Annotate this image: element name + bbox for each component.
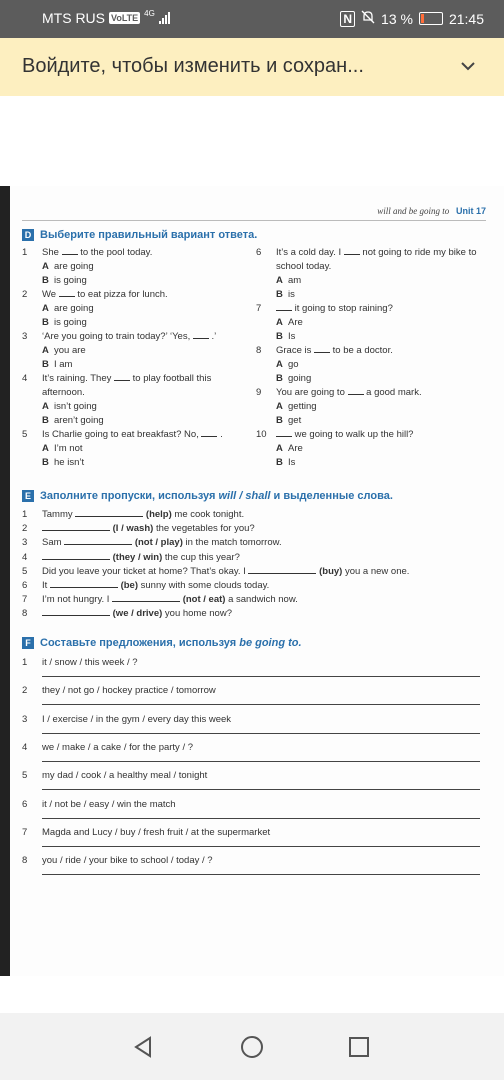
answer-line[interactable] [42, 818, 480, 819]
option-a[interactable]: A Are [276, 443, 303, 454]
item-prompt-words: (I / wash) [112, 523, 154, 535]
option-b[interactable]: B he isn’t [42, 457, 85, 468]
answer-blank[interactable] [42, 551, 110, 560]
question-text [276, 344, 393, 358]
question-number: 10 [256, 429, 267, 440]
item-number: 1 [22, 509, 28, 520]
item-text-end: the cup this year? [164, 551, 240, 563]
sentence-prompt-text: it / not be / easy / win the match [42, 798, 176, 810]
option-b[interactable]: B Is [276, 331, 296, 342]
item-body [42, 607, 232, 621]
answer-gap [344, 246, 360, 255]
answer-blank[interactable] [248, 565, 316, 574]
option-a[interactable]: A you are [42, 345, 86, 356]
question-text [276, 428, 413, 442]
question-text [42, 428, 223, 442]
item-text-start: Tammy [42, 509, 73, 520]
question-text-start: It’s a cold day. I [276, 247, 342, 258]
option-b-text: aren’t going [54, 415, 104, 426]
option-a-text: getting [288, 401, 317, 412]
answer-line[interactable] [42, 676, 480, 677]
item-number: 5 [22, 565, 28, 577]
question-text-end: . [220, 429, 223, 440]
question-text-end: to be a doctor. [332, 345, 393, 356]
answer-line[interactable] [42, 733, 480, 734]
answer-gap [314, 344, 330, 353]
question-body [42, 288, 168, 330]
answer-line[interactable] [42, 761, 480, 762]
answer-gap [62, 246, 78, 255]
item-text-start: Did you leave your ticket at home? That’s okay. I [42, 565, 246, 577]
item-number: 3 [22, 537, 28, 549]
sentence-prompt-text: my dad / cook / a healthy meal / tonight [42, 770, 208, 782]
question-text [42, 246, 152, 260]
item-prompt-words: (be) [120, 580, 138, 591]
question-number: 5 [22, 429, 28, 440]
section-d-title [22, 229, 257, 241]
worksheet-scan [0, 186, 504, 976]
question-number: 3 [22, 331, 28, 342]
question-number: 7 [256, 303, 262, 314]
option-b[interactable]: B Is [276, 457, 296, 468]
item-body [42, 593, 298, 607]
answer-gap [193, 330, 209, 339]
header-topic: will and be going to [377, 206, 450, 216]
answer-gap [201, 428, 217, 437]
question-body [276, 246, 477, 302]
section-d-heading: Выберите правильный вариант ответа. [40, 229, 258, 241]
question-text [276, 386, 422, 400]
question-text-start: Grace is [276, 345, 312, 356]
section-e-heading-a: Заполните пропуски, используя [40, 490, 219, 502]
option-a-text: Are [288, 317, 303, 328]
item-number: 2 [22, 685, 28, 697]
header-rule [22, 220, 486, 221]
question-body [42, 372, 211, 428]
item-number: 2 [22, 523, 28, 535]
answer-blank[interactable] [64, 536, 132, 545]
answer-line[interactable] [42, 874, 480, 875]
sentence-prompt [42, 684, 216, 698]
item-body [42, 565, 409, 579]
sentence-prompt-text: I / exercise / in the gym / every day this week [42, 713, 232, 725]
question-number: 2 [22, 289, 28, 300]
option-b[interactable]: B is [276, 289, 295, 300]
question-text-end: not going to ride my bike to [362, 247, 477, 258]
sign-in-banner[interactable] [0, 38, 504, 96]
answer-blank[interactable] [75, 508, 143, 517]
sentence-prompt [42, 854, 213, 868]
item-number: 8 [22, 855, 28, 867]
item-number: 4 [22, 551, 28, 563]
item-number: 3 [22, 713, 28, 725]
battery-icon [419, 12, 443, 25]
item-body [42, 522, 255, 536]
option-b[interactable]: B going [276, 373, 312, 384]
nfc-icon: N [340, 11, 355, 27]
option-a-text: Are [288, 443, 303, 454]
document-page [0, 96, 504, 1013]
item-number: 4 [22, 741, 28, 753]
option-a-text: go [288, 359, 299, 370]
network-type: 4G [144, 8, 155, 18]
sentence-prompt-text: it / snow / this week / ? [42, 657, 138, 668]
sentence-prompt [42, 826, 270, 840]
question-number: 4 [22, 373, 28, 384]
answer-gap [59, 288, 75, 297]
sentence-prompt [42, 769, 207, 783]
section-e-letter: E [22, 490, 34, 502]
answer-line[interactable] [42, 704, 480, 705]
sentence-prompt [42, 798, 176, 812]
item-prompt-words: (help) [145, 509, 172, 520]
answer-gap [276, 428, 292, 437]
option-a-text: are going [54, 261, 94, 272]
item-number: 8 [22, 608, 28, 620]
question-body [276, 344, 393, 386]
chevron-down-icon[interactable] [460, 58, 476, 76]
question-text-end: it going to stop raining? [294, 303, 393, 314]
question-body [42, 330, 216, 372]
question-text-start: You are going to [276, 387, 345, 398]
item-prompt-words: (they / win) [112, 551, 163, 563]
option-a-text: you are [54, 345, 86, 356]
item-number: 7 [22, 826, 28, 838]
item-number: 6 [22, 798, 28, 810]
answer-gap [348, 386, 364, 395]
recents-square-icon[interactable] [347, 1035, 371, 1059]
section-f-letter: F [22, 637, 34, 649]
option-a[interactable]: A are going [42, 261, 94, 272]
answer-blank[interactable] [42, 522, 110, 531]
item-prompt-words: (not / play) [134, 537, 183, 549]
navigation-bar [0, 1013, 504, 1080]
question-text-start: Is Charlie going to eat breakfast? No, [42, 429, 199, 440]
section-e-heading-b: will / shall [218, 490, 271, 502]
option-b-text: he isn’t [54, 457, 85, 468]
question-text [276, 246, 477, 260]
option-b-text: is going [54, 317, 87, 328]
unit-header [377, 206, 486, 216]
question-body [276, 386, 422, 428]
question-body [276, 302, 393, 344]
item-text-end: in the match tomorrow. [185, 537, 282, 549]
option-a-text: am [288, 275, 302, 286]
battery-percent: 13 % [381, 10, 413, 27]
item-prompt-words: (not / eat) [182, 594, 226, 606]
item-prompt-words: (we / drive) [112, 608, 163, 620]
banner-text: Войдите, чтобы изменить и сохран... [22, 55, 364, 77]
item-number: 5 [22, 770, 28, 782]
section-e-title [22, 490, 393, 502]
question-text-start: She [42, 247, 59, 258]
signal-icon [159, 12, 170, 24]
sentence-prompt-text: they / not go / hockey practice / tomorrow [42, 685, 216, 697]
question-number: 6 [256, 247, 262, 258]
question-text-end: to eat pizza for lunch. [77, 289, 168, 300]
item-text-end: you a new one. [344, 565, 410, 577]
volte-badge: VoLTE [111, 13, 139, 23]
section-f-heading-a: Составьте предложения, используя [40, 637, 240, 649]
status-bar [0, 0, 504, 38]
answer-gap [276, 302, 292, 311]
item-text-start: I’m not hungry. I [42, 594, 110, 606]
item-text-start: Sam [42, 537, 62, 549]
item-body [42, 579, 269, 593]
option-a[interactable]: A isn’t going [42, 401, 97, 412]
sentence-prompt-text: we / make / a cake / for the party / ? [42, 741, 194, 753]
question-text-start: ‘Are you going to train today?’ ‘Yes, [42, 331, 191, 342]
clock: 21:45 [448, 10, 484, 27]
option-b-text: Is [288, 331, 296, 342]
item-text-end: sunny with some clouds today. [140, 580, 270, 591]
question-text-end: .’ [211, 331, 217, 342]
option-a[interactable]: A I’m not [42, 443, 83, 454]
option-a-text: are going [54, 303, 94, 314]
option-b-text: get [288, 415, 302, 426]
sentence-prompt [42, 656, 138, 670]
option-b-text: is going [54, 275, 87, 286]
item-prompt-words: (buy) [319, 565, 343, 577]
question-body [42, 428, 223, 470]
option-b-text: Is [288, 457, 296, 468]
option-b[interactable]: B I am [42, 359, 73, 370]
option-b-text: is [288, 289, 295, 300]
scan-edge [0, 186, 10, 976]
question-body [42, 246, 152, 288]
home-circle-icon[interactable] [240, 1035, 264, 1059]
question-text-continued: school today. [276, 261, 332, 272]
item-number: 7 [22, 594, 28, 606]
question-text [276, 302, 393, 316]
option-a[interactable]: A getting [276, 401, 317, 412]
option-b[interactable]: B aren’t going [42, 415, 104, 426]
mute-bell-icon [361, 10, 375, 27]
item-text-end: the vegetables for you? [155, 523, 255, 535]
option-b-text: I am [54, 359, 73, 370]
option-a-text: I’m not [54, 443, 83, 454]
option-b[interactable]: B is going [42, 317, 87, 328]
sentence-prompt [42, 713, 231, 727]
question-number: 9 [256, 387, 262, 398]
answer-line[interactable] [42, 846, 480, 847]
question-text-end: we going to walk up the hill? [294, 429, 414, 440]
option-b-text: going [288, 373, 312, 384]
question-text-end: to the pool today. [80, 247, 153, 258]
question-text [42, 288, 168, 302]
item-number: 6 [22, 580, 28, 591]
question-text-start: We [42, 289, 57, 300]
item-body [42, 536, 282, 550]
question-text-end: to play football this [132, 373, 212, 384]
item-text-end: a sandwich now. [228, 594, 298, 606]
question-body [276, 428, 413, 470]
option-a[interactable]: A are going [42, 303, 94, 314]
answer-blank[interactable] [50, 579, 118, 588]
item-body [42, 508, 244, 522]
sentence-prompt [42, 741, 193, 755]
section-f-heading-b: be going to. [239, 637, 302, 649]
option-b[interactable]: B is going [42, 275, 87, 286]
question-number: 8 [256, 345, 262, 356]
option-a[interactable]: A Are [276, 317, 303, 328]
question-text-cont [276, 260, 477, 274]
item-body [42, 551, 240, 565]
answer-blank[interactable] [42, 607, 110, 616]
question-text-continued: afternoon. [42, 387, 85, 398]
carrier-name: MTS RUS [42, 10, 105, 26]
back-triangle-icon[interactable] [131, 1035, 155, 1059]
item-number: 1 [22, 657, 28, 668]
question-text [42, 372, 211, 386]
section-f-title [22, 637, 302, 649]
answer-line[interactable] [42, 789, 480, 790]
option-a[interactable]: A am [276, 275, 302, 286]
question-text-start: It’s raining. They [42, 373, 112, 384]
sentence-prompt-text: you / ride / your bike to school / today / ? [42, 855, 213, 867]
option-a-text: isn’t going [54, 401, 97, 412]
section-d-letter: D [22, 229, 34, 241]
sentence-prompt-text: Magda and Lucy / buy / fresh fruit / at the supermarket [42, 826, 271, 838]
header-unit: Unit 17 [455, 206, 486, 216]
question-number: 1 [22, 247, 28, 258]
item-text-start: It [42, 580, 48, 591]
question-text-end: a good mark. [366, 387, 422, 398]
question-text-cont [42, 386, 211, 400]
answer-gap [114, 372, 130, 381]
item-text-end: me cook tonight. [174, 509, 245, 520]
option-a[interactable]: A go [276, 359, 299, 370]
option-b[interactable]: B get [276, 415, 302, 426]
answer-blank[interactable] [112, 593, 180, 602]
question-text [42, 330, 216, 344]
section-e-heading-c: и выделенные слова. [270, 490, 393, 502]
item-text-end: you home now? [164, 608, 232, 620]
